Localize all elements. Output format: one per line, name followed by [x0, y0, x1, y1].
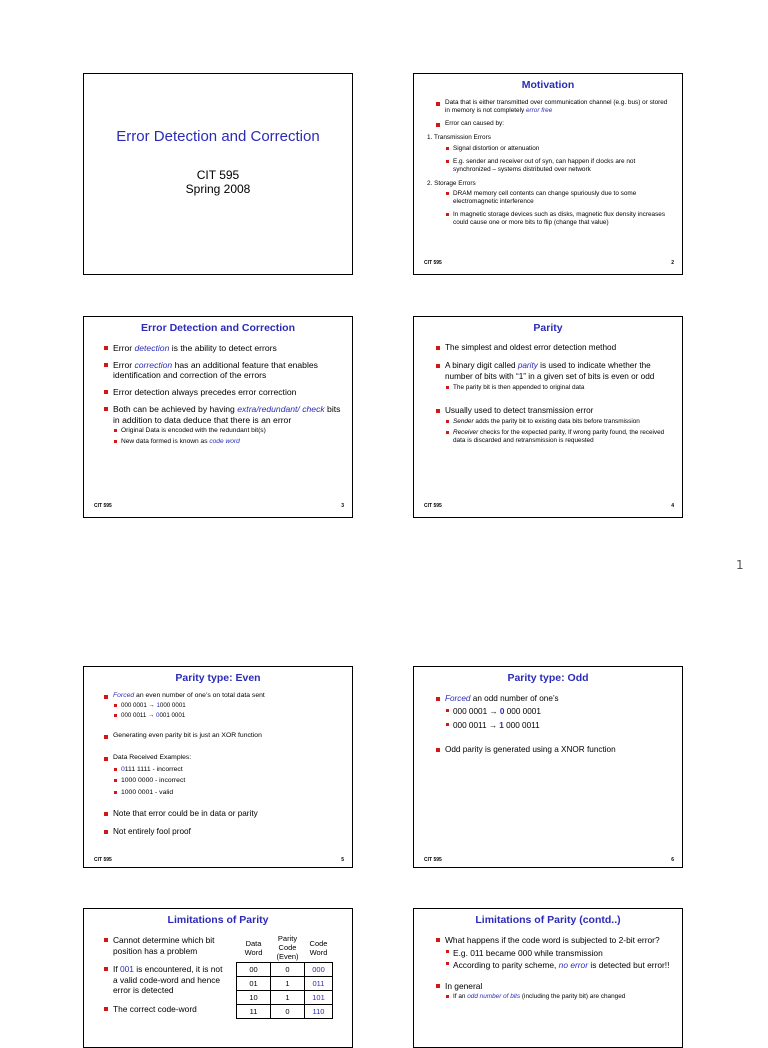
numbered-item: 2. Storage Errors: [427, 179, 476, 187]
slide-number: 4: [671, 503, 674, 509]
bullet-text: adds the parity bit to existing data bits before transmission: [473, 418, 640, 425]
sub-bullet: [446, 429, 672, 445]
bullet: Generating even parity bit is just an XOR function: [104, 732, 342, 740]
code-word-cell: 000: [305, 963, 333, 977]
bullet-text: is used to indicate whether the number of bits with “1” in a given set of bits is even or odd: [445, 361, 655, 381]
sub-bullet: [446, 993, 672, 1001]
sub-bullet: DRAM memory cell contents can change spuriously due to some electromagnetic interference: [446, 190, 672, 206]
bullet-text: 000 0011: [503, 720, 540, 730]
bullet: [104, 404, 342, 425]
bullet-text: Error: [113, 343, 135, 353]
bullet-text: According to parity scheme,: [453, 960, 559, 970]
bullet-text: Both can be achieved by having: [113, 403, 238, 414]
bullet: [436, 99, 672, 115]
slide-6-body: [436, 694, 672, 760]
bullet-text: A binary digit called: [445, 361, 518, 371]
bullet-text: 000 0011 →: [453, 720, 500, 730]
bullet-text: Data that is either transmitted over communication channel (e.g. bus) or stored in memory is not completely: [445, 99, 668, 114]
bullet-text: is the ability to detect errors: [169, 343, 277, 353]
sub-bullet: Signal distortion or attenuation: [446, 145, 672, 153]
bullet: [436, 694, 672, 704]
sub-bullet: [446, 707, 672, 717]
bullet-emphasis: correction: [134, 359, 173, 370]
sub-bullet: [446, 418, 672, 426]
bullet: Note that error could be in data or parity: [104, 809, 342, 819]
bullet-text: If an: [453, 993, 468, 1000]
sub-bullet: [114, 712, 342, 720]
bullet-emphasis: 0: [499, 707, 505, 717]
slide-6: [413, 666, 683, 868]
bullet-text: is detected but error!!: [588, 960, 670, 970]
slide-number: 3: [341, 503, 344, 509]
slide-2-title: Motivation: [521, 79, 575, 91]
bullet-emphasis: parity: [517, 361, 538, 371]
sub-bullet: 1000 0001 - valid: [114, 789, 342, 797]
slide-8: [413, 908, 683, 1048]
col-header-parity-code: Parity Code (Even): [276, 934, 299, 961]
slide-6-title: Parity type: Odd: [507, 672, 589, 684]
data-word-cell: 11: [237, 1005, 271, 1019]
bullet-emphasis: code word: [209, 437, 240, 445]
bullet-emphasis: 001: [119, 964, 134, 974]
bullet-text: 000 0001 →: [121, 702, 157, 710]
col-header-code-word: Code Word: [309, 938, 328, 957]
slide-5: [83, 666, 353, 868]
slide-3: [83, 316, 353, 518]
table-row: [237, 1005, 333, 1019]
bullet-text: checks for the expected parity, If wrong parity found, the received data is discarded and retransmission is requested: [453, 429, 665, 444]
bullet-emphasis: 1: [499, 720, 504, 730]
bullet: The simplest and oldest error detection method: [436, 343, 672, 353]
bullet: The correct code-word: [104, 1004, 229, 1015]
bullet-emphasis: 1: [156, 702, 160, 710]
bullet-text: 000 0001: [159, 702, 186, 710]
sub-bullet: E.g. 011 became 000 while transmission: [446, 948, 672, 959]
bullet: Error can caused by:: [436, 120, 672, 128]
bullet: In general: [436, 981, 672, 992]
data-word-cell: 10: [237, 991, 271, 1005]
parity-table-wrap: [236, 933, 333, 1019]
data-word-cell: 01: [237, 977, 271, 991]
data-word-cell: 00: [237, 963, 271, 977]
sub-bullet: [114, 702, 342, 710]
slide-footer: CIT 595: [424, 260, 442, 266]
table-row: [237, 977, 333, 991]
slide-footer: CIT 595: [424, 857, 442, 863]
slide-8-title: Limitations of Parity (contd..): [475, 914, 621, 926]
bullet-text: If: [113, 964, 120, 974]
bullet-emphasis: 0: [121, 765, 125, 773]
code-word-cell: 110: [305, 1005, 333, 1019]
bullet-text: 000 0001 →: [453, 707, 500, 717]
bullet-emphasis: extra/redundant/ check: [237, 403, 325, 414]
sub-bullet: In magnetic storage devices such as disks, magnetic flux density increases could cause one or more bits to flip (change that value): [446, 211, 672, 227]
slide-7-body: [104, 935, 229, 1019]
bullet-emphasis: no error: [558, 960, 588, 970]
slide-7: [83, 908, 353, 1048]
bullet-emphasis: Sender: [453, 418, 474, 425]
sub-bullet: [446, 960, 672, 971]
bullet: Data Received Examples:: [104, 754, 342, 762]
bullet: [104, 343, 342, 354]
bullet-text: is encountered, it is not a valid code-word and hence error is detected: [113, 964, 223, 995]
slide-4-body: [436, 343, 672, 450]
bullet-text: has an additional feature that enables identification and correction of the errors: [113, 359, 318, 381]
bullet-text: (including the parity bit) are changed: [520, 993, 626, 1000]
parity-table: [236, 933, 333, 1019]
slide-number: 6: [671, 857, 674, 863]
slide-footer: CIT 595: [94, 857, 112, 863]
slide-3-body: [104, 343, 342, 451]
bullet: [104, 964, 229, 996]
bullet-emphasis: 0: [155, 712, 160, 720]
sub-bullet: The parity bit is then appended to original data: [446, 384, 672, 392]
slide-1-term: Spring 2008: [185, 182, 251, 196]
bullet-emphasis: Forced: [445, 694, 471, 703]
bullet-text: an odd number of one’s: [470, 694, 559, 703]
slide-8-body: [436, 935, 672, 1006]
slide-7-title: Limitations of Parity: [167, 914, 269, 926]
slide-2-body: [427, 99, 672, 232]
bullet: Not entirely fool proof: [104, 827, 342, 837]
bullet: [104, 360, 342, 381]
slide-1: [83, 73, 353, 275]
slide-footer: CIT 595: [424, 503, 442, 509]
page-number: 1: [736, 558, 744, 572]
bullet-emphasis: detection: [134, 343, 170, 353]
bullet: Error detection always precedes error correction: [104, 387, 342, 398]
sub-bullet: 1000 0000 - incorrect: [114, 777, 342, 785]
code-word-cell: 011: [305, 977, 333, 991]
bullet: [104, 692, 342, 700]
sub-bullet: [114, 438, 342, 446]
bullet-text: an even number of one’s on total data sent: [134, 692, 265, 699]
bullet-text: bits in addition to data deduce that there is an error: [113, 403, 341, 425]
bullet: Odd parity is generated using a XNOR function: [436, 745, 672, 755]
table-row: [237, 991, 333, 1005]
slide-4-title: Parity: [533, 322, 563, 334]
bullet-text: 111 1111 - incorrect: [124, 765, 183, 773]
bullet: Cannot determine which bit position has a problem: [104, 935, 229, 956]
bullet-text: 001 0001: [159, 712, 186, 720]
parity-cell: 0: [271, 963, 305, 977]
slide-4: [413, 316, 683, 518]
slide-number: 2: [671, 260, 674, 266]
bullet-text: Error: [113, 359, 135, 370]
sub-bullet: [114, 766, 342, 774]
slide-footer: CIT 595: [94, 503, 112, 509]
bullet-text: 000 0001: [504, 707, 541, 717]
slide-5-title: Parity type: Even: [175, 672, 261, 684]
numbered-item: 1. Transmission Errors: [427, 134, 491, 141]
sub-bullet: E.g. sender and receiver out of syn, can happen if clocks are not synchronized – systems distributed over network: [446, 158, 672, 174]
bullet-emphasis: odd number of bits: [467, 993, 521, 1000]
code-word-cell: 101: [305, 991, 333, 1005]
bullet: What happens if the code word is subjected to 2-bit error?: [436, 935, 672, 946]
slide-number: 5: [341, 857, 344, 863]
slide-1-course: CIT 595: [196, 168, 240, 182]
bullet-emphasis: error free: [525, 107, 553, 114]
col-header-data-word: Data Word: [244, 938, 263, 957]
parity-cell: 1: [271, 977, 305, 991]
bullet: Usually used to detect transmission error: [436, 406, 672, 416]
bullet: [436, 361, 672, 382]
sub-bullet: Original Data is encoded with the redundant bit(s): [114, 427, 342, 435]
parity-cell: 1: [271, 991, 305, 1005]
bullet-text: New data formed is known as: [121, 437, 210, 445]
table-row: [237, 963, 333, 977]
slide-3-title: Error Detection and Correction: [140, 322, 296, 334]
slide-1-title: Error Detection and Correction: [116, 128, 320, 145]
bullet-emphasis: Forced: [113, 692, 135, 699]
slide-5-body: [104, 692, 342, 842]
bullet-text: 000 0011 →: [121, 712, 156, 720]
parity-cell: 0: [271, 1005, 305, 1019]
slide-2: [413, 73, 683, 275]
bullet-emphasis: Receiver: [453, 429, 479, 436]
sub-bullet: [446, 721, 672, 731]
